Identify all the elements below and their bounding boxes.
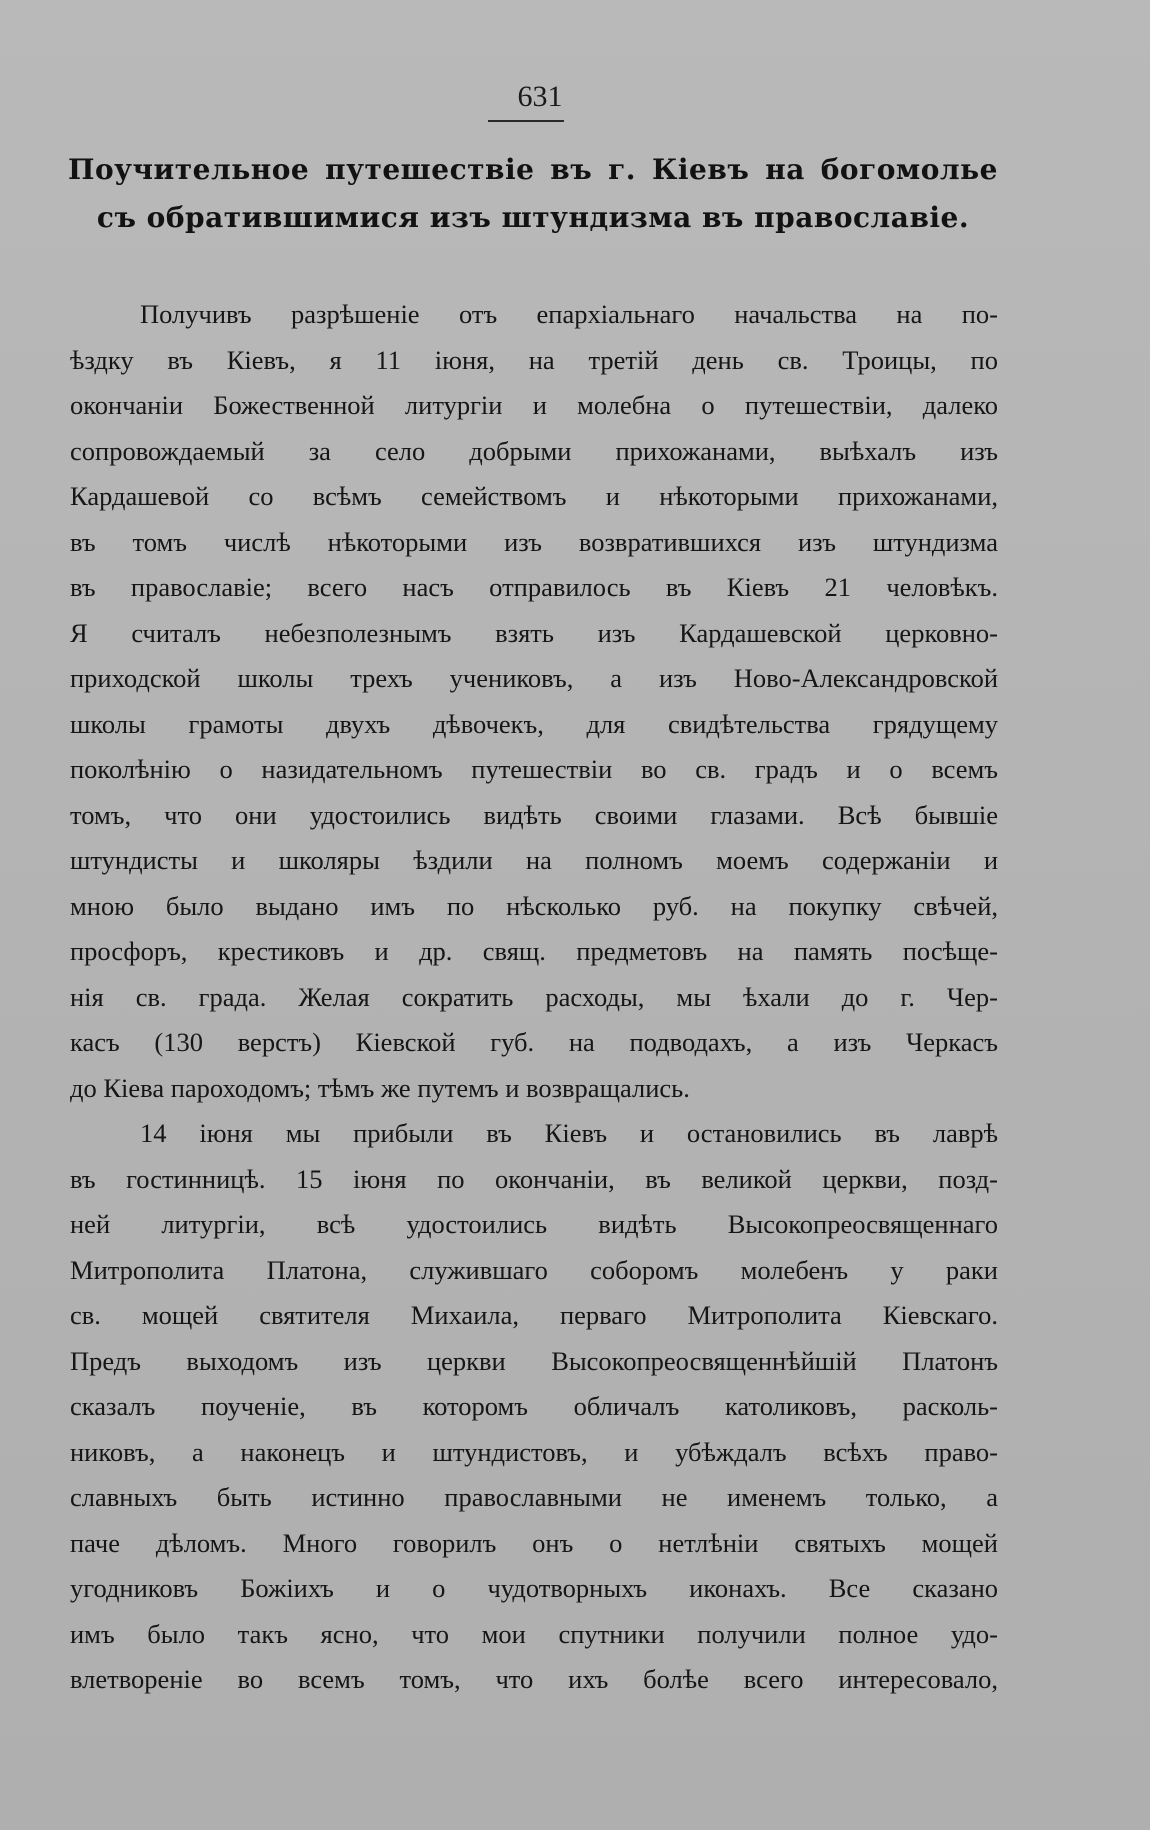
text-line: Я считалъ небезполезнымъ взять изъ Кардашевской церковно- [70,617,998,648]
text-line: нія св. града. Желая сократить расходы, мы ѣхали до г. Чер- [70,981,998,1012]
text-line: ѣздку въ Кіевъ, я 11 іюня, на третій день св. Троицы, по [70,344,998,375]
text-line: школы грамоты двухъ дѣвочекъ, для свидѣтельства грядущему [70,708,998,739]
text-line: касъ (130 верстъ) Кіевской губ. на подводахъ, а изъ Черкасъ [70,1027,998,1057]
text-line: имъ было такъ ясно, что мои спутники получили полное удо- [70,1618,998,1649]
text-line: паче дѣломъ. Много говорилъ онъ о нетлѣніи святыхъ мощей [70,1527,998,1558]
text-line: въ православіе; всего насъ отправилось въ Кіевъ 21 человѣкъ. [70,572,998,602]
text-line: Получивъ разрѣшеніе отъ епархіальнаго начальства на по- [140,299,998,329]
text-line: штундисты и школяры ѣздили на полномъ моемъ содержаніи и [70,845,998,875]
page-number: 631 [517,80,563,113]
text-line: Предъ выходомъ изъ церкви Высокопреосвященнѣйшій Платонъ [70,1345,998,1376]
text-line: ней литургіи, всѣ удостоились видѣть Высокопреосвященнаго [70,1209,998,1239]
text-line: мною было выдано имъ по нѣсколько руб. на покупку свѣчей, [70,890,998,921]
paragraph-2 [70,1111,998,1703]
text-line: въ томъ числѣ нѣкоторыми изъ возвратившихся изъ штундизма [70,526,998,557]
text-line: окончаніи Божественной литургіи и молебна о путешествіи, далеко [70,390,998,420]
text-line: Кардашевой со всѣмъ семействомъ и нѣкоторыми прихожанами, [70,481,998,511]
text-line: просфоръ, крестиковъ и др. свящ. предметовъ на память посѣще- [70,936,998,966]
text-line: въ гостинницѣ. 15 іюня по окончаніи, въ великой церкви, позд- [70,1163,998,1194]
text-line: поколѣнію о назидательномъ путешествіи во св. градъ и о всемъ [70,754,998,784]
text-line: до Кіева пароходомъ; тѣмъ же путемъ и возвращались. [70,1072,690,1103]
paragraph-1 [70,292,998,1111]
text-line: влетвореніе во всемъ томъ, что ихъ болѣе всего интересовало, [70,1664,998,1694]
text-line: сказалъ поученіе, въ которомъ обличалъ католиковъ, расколь- [70,1391,998,1421]
text-line: никовъ, а наконецъ и штундистовъ, и убѣждалъ всѣхъ право- [70,1436,998,1467]
page-number-underline [488,120,564,122]
text-line: томъ, что они удостоились видѣть своими глазами. Всѣ бывшіе [70,799,998,830]
text-line: приходской школы трехъ учениковъ, а изъ Ново-Александровской [70,663,998,693]
article-heading: Поучительное путешествіе въ г. Кіевъ на богомолье съ обратившимися изъ штундизма въ православіе. [68,153,998,234]
article-body [70,292,998,1703]
text-line: славныхъ быть истинно православными не именемъ только, а [70,1482,998,1512]
text-line: Митрополита Платона, служившаго соборомъ молебенъ у раки [70,1254,998,1285]
text-line: угодниковъ Божіихъ и о чудотворныхъ иконахъ. Все сказано [70,1573,998,1603]
text-line: 14 іюня мы прибыли въ Кіевъ и остановились въ лаврѣ [140,1118,998,1148]
text-line: св. мощей святителя Михаила, перваго Митрополита Кіевскаго. [70,1300,998,1330]
text-line: сопровождаемый за село добрыми прихожанами, выѣхалъ изъ [70,435,998,466]
